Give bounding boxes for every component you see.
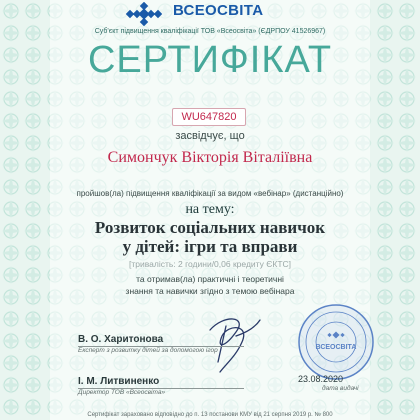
topic-line-1: Розвиток соціальних навичок bbox=[94, 218, 326, 237]
director-name: І. М. Литвиненко bbox=[78, 376, 160, 387]
director-role: Директор ТОВ «Всеосвіта» bbox=[78, 389, 166, 396]
recipient-name: Симончук Вікторія Віталіївна bbox=[107, 149, 313, 166]
snowflake-icon bbox=[120, 2, 168, 26]
topic-line-2: у дітей: ігри та вправи bbox=[122, 237, 298, 256]
webinar-topic bbox=[0, 218, 420, 256]
duration-text: [тривалість: 2 години/0,06 кредиту ЄКТС] bbox=[128, 259, 292, 269]
confirm-text: засвідчує, що bbox=[175, 130, 245, 142]
handwritten-signature bbox=[196, 306, 266, 376]
issue-date-label: дата видачі bbox=[322, 385, 359, 392]
footer-note: Сертифікат зараховано відповідно до п. 13 постанови КМУ від 21 серпня 2019 р. № 800 bbox=[87, 412, 333, 418]
result-line-2: знання та навички згідно з темою вебінара bbox=[125, 286, 295, 296]
certificate-number: WU647820 bbox=[172, 108, 246, 126]
expert-name: В. О. Харитонова bbox=[78, 334, 164, 345]
brand-name: ВСЕОСВІТА bbox=[173, 2, 264, 19]
expert-role: Експерт з розвитку дітей за допомогою ігор bbox=[78, 347, 218, 354]
passed-text: пройшов(ла) підвищення кваліфікації за видом «вебінар» (дистанційно) bbox=[76, 189, 344, 198]
issue-date: 23.08.2020 bbox=[298, 374, 344, 384]
topic-label: на тему: bbox=[185, 202, 235, 217]
issuer-subtitle: Суб'єкт підвищення кваліфікації ТОВ «Всеосвіта» (ЄДРПОУ 41526967) bbox=[94, 28, 326, 35]
certificate-title: СЕРТИФІКАТ bbox=[87, 39, 333, 81]
result-text bbox=[0, 273, 420, 297]
stamp-text: ВСЕОСВІТА bbox=[315, 344, 357, 351]
official-stamp bbox=[296, 302, 376, 382]
result-line-1: та отримав(ла) практичні і теоретичні bbox=[136, 274, 284, 284]
